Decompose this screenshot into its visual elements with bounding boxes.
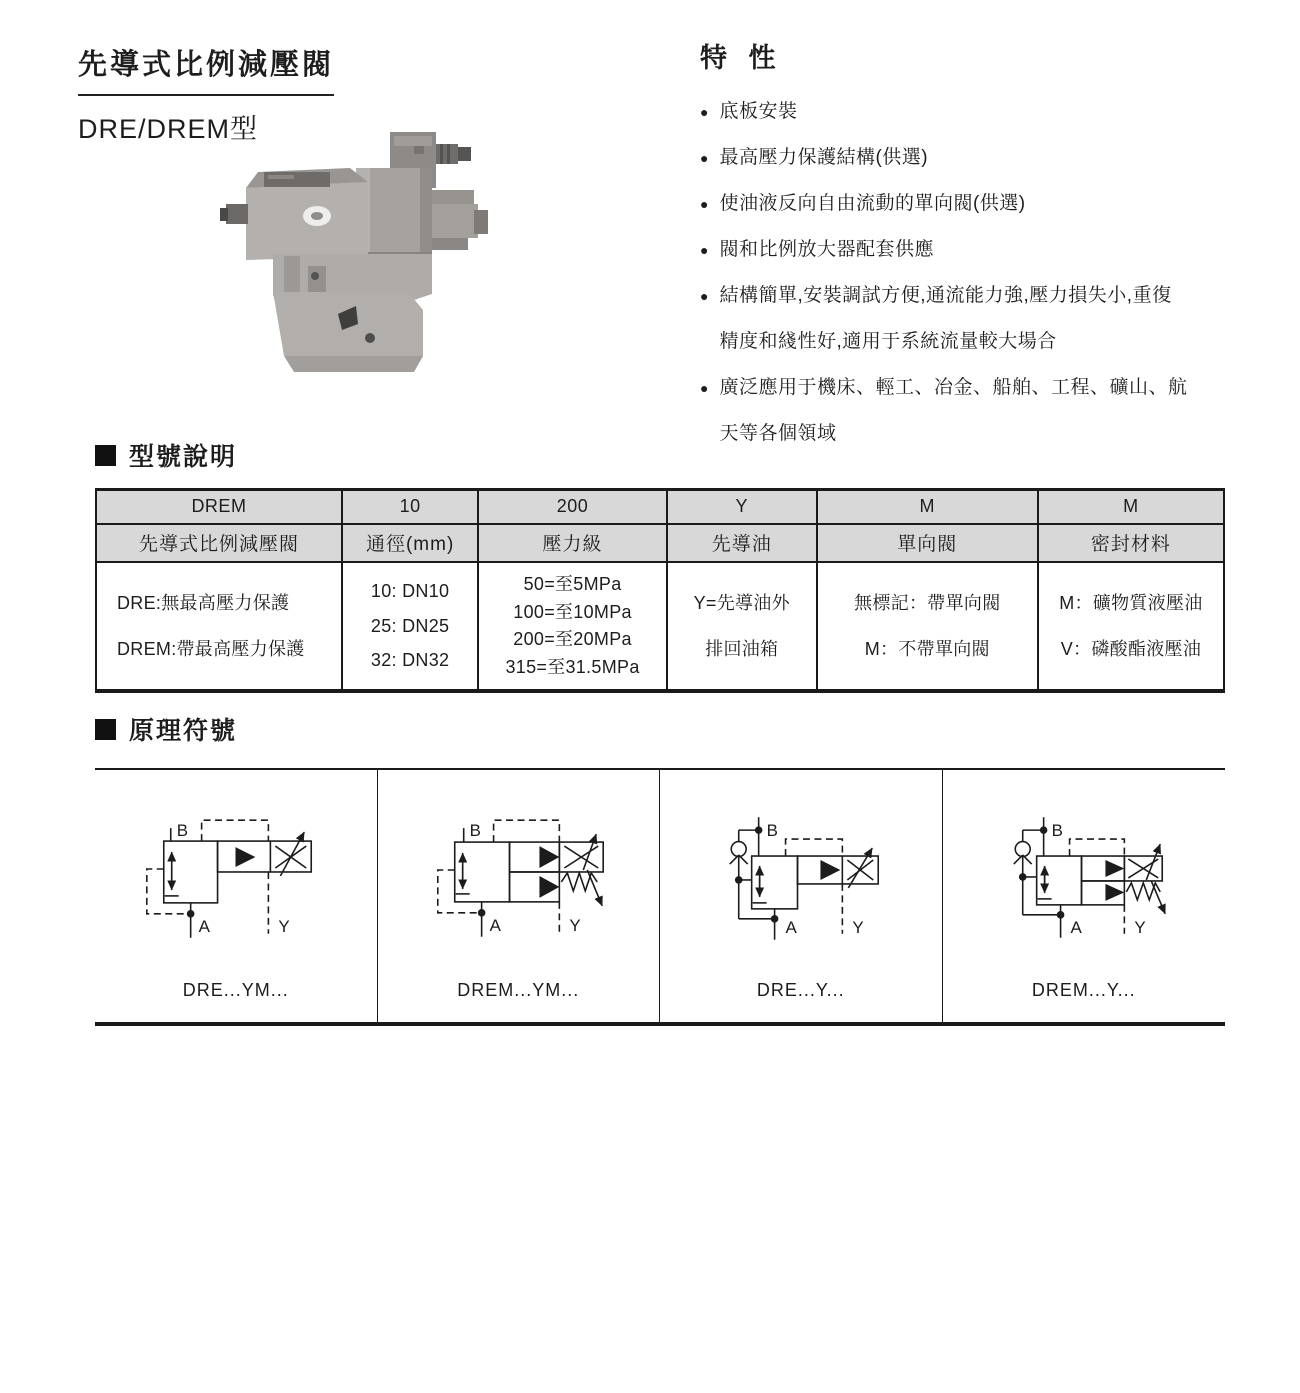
symbol-strip	[95, 768, 1225, 1026]
code-cell: 10	[342, 490, 478, 524]
code-cell: Y	[667, 490, 817, 524]
product-photo	[218, 124, 583, 394]
value-cell: 50=至5MPa 100=至10MPa 200=至20MPa 315=至31.5MPa	[478, 562, 666, 691]
table-code-row	[96, 490, 1224, 524]
feature-item	[700, 227, 1248, 273]
feature-item	[700, 181, 1248, 227]
label-cell: 壓力級	[478, 524, 666, 562]
table-body-row	[96, 562, 1224, 691]
value-cell: Y=先導油外 排回油箱	[667, 562, 817, 691]
symbol-panel-dre-y	[660, 770, 943, 1022]
symbol-panel-dre-ym	[95, 770, 378, 1022]
section-marker-icon	[95, 719, 116, 740]
feature-text: 閥和比例放大器配套供應	[719, 239, 934, 260]
features-heading: 特 性	[700, 43, 783, 73]
port-label-y: Y	[852, 917, 864, 937]
bullet-icon: ●	[700, 242, 709, 258]
code-cell: DREM	[96, 490, 342, 524]
port-label-y: Y	[568, 915, 581, 935]
port-label-a: A	[785, 917, 797, 937]
port-label-a: A	[489, 915, 501, 935]
symbols-section-header	[95, 711, 1225, 747]
page-title: 先導式比例減壓閥	[78, 42, 334, 96]
code-cell: 200	[478, 490, 666, 524]
port-label-b: B	[469, 821, 481, 841]
model-section-title: 型號說明	[129, 443, 238, 471]
value-cell: DRE:無最高壓力保護 DREM:帶最高壓力保護	[96, 562, 342, 691]
page-subtitle: DRE/DREM型	[78, 114, 259, 144]
label-cell: 密封材料	[1038, 524, 1224, 562]
hydraulic-symbol-drem-ym	[378, 770, 660, 962]
section-marker-icon	[95, 445, 116, 466]
symbol-panel-drem-ym	[378, 770, 661, 1022]
feature-item	[700, 89, 1248, 135]
port-label-b: B	[176, 821, 189, 841]
label-cell: 單向閥	[817, 524, 1038, 562]
bullet-icon: ●	[700, 150, 709, 166]
feature-text: 最高壓力保護結構(供選)	[719, 147, 929, 168]
symbol-panel-drem-y	[943, 770, 1226, 1022]
features-list	[700, 89, 1248, 457]
bullet-icon: ●	[700, 196, 709, 212]
value-cell: 10: DN10 25: DN25 32: DN32	[342, 562, 478, 691]
valve-photo-illustration	[218, 124, 583, 394]
port-label-b: B	[1051, 821, 1063, 841]
model-section-header	[95, 437, 1225, 473]
feature-item	[700, 135, 1248, 181]
hydraulic-symbol-dre-y	[660, 770, 942, 962]
feature-item	[700, 273, 1248, 365]
bullet-icon: ●	[700, 104, 709, 120]
port-label-y: Y	[278, 916, 290, 936]
symbols-section-title: 原理符號	[129, 717, 238, 745]
code-cell: M	[817, 490, 1038, 524]
label-cell: 通徑(mm)	[342, 524, 478, 562]
hydraulic-symbol-dre-ym	[95, 770, 377, 962]
symbol-caption: DREM...YM...	[457, 980, 580, 1000]
symbols-section	[95, 711, 1225, 1026]
symbol-caption: DRE...Y...	[756, 980, 845, 1000]
features-section	[700, 36, 1248, 457]
port-label-a: A	[1070, 917, 1082, 937]
code-cell: M	[1038, 490, 1224, 524]
feature-text: 廣泛應用于機床、輕工、冶金、船舶、工程、礦山、航 天等各個領域	[719, 377, 1188, 444]
symbol-caption: DREM...Y...	[1031, 980, 1136, 1000]
model-code-table	[95, 488, 1225, 693]
symbol-caption: DRE...YM...	[182, 980, 289, 1000]
model-code-section	[95, 437, 1225, 693]
port-label-y: Y	[1134, 917, 1146, 937]
value-cell: 無標記：帶單向閥 M：不帶單向閥	[817, 562, 1038, 691]
feature-text: 使油液反向自由流動的單向閥(供選)	[719, 193, 1026, 214]
bullet-icon: ●	[700, 288, 709, 304]
table-label-row	[96, 524, 1224, 562]
feature-text: 結構簡單,安裝調試方便,通流能力強,壓力損失小,重復 精度和綫性好,適用于系統流量較大場合	[719, 285, 1172, 352]
bullet-icon: ●	[700, 380, 709, 396]
label-cell: 先導油	[667, 524, 817, 562]
port-label-a: A	[198, 916, 210, 936]
hydraulic-symbol-drem-y	[943, 770, 1225, 962]
value-cell: M：礦物質液壓油 V：磷酸酯液壓油	[1038, 562, 1224, 691]
feature-text: 底板安裝	[719, 101, 798, 122]
port-label-b: B	[766, 821, 778, 841]
label-cell: 先導式比例減壓閥	[96, 524, 342, 562]
